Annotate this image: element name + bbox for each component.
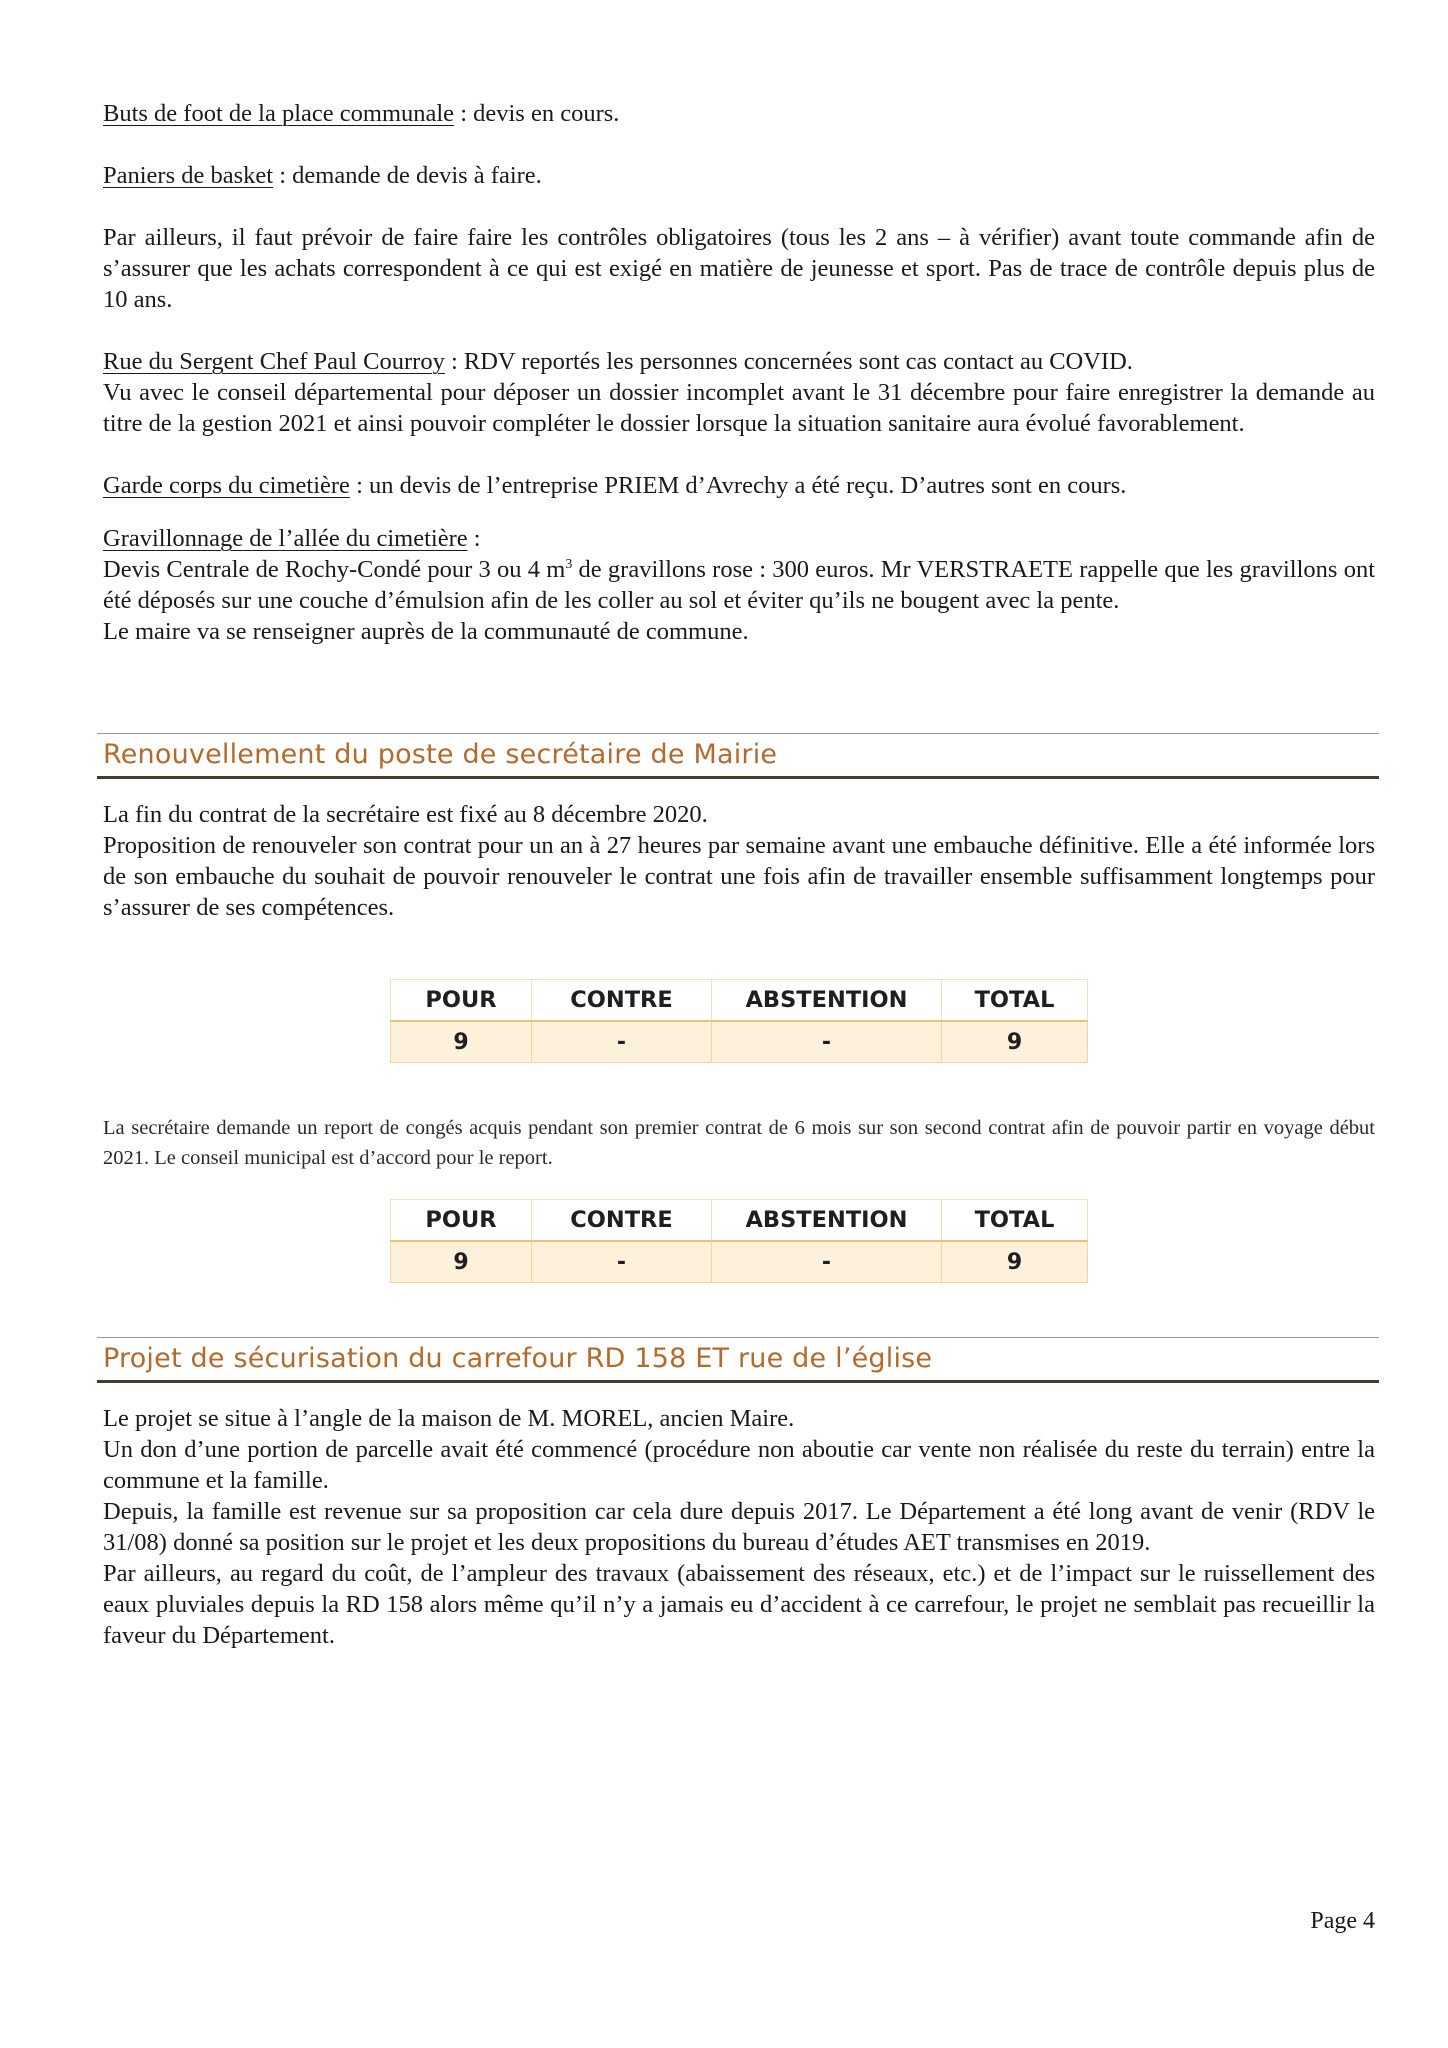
superscript: 3 (565, 556, 573, 572)
header-total: TOTAL (942, 980, 1088, 1022)
item-text: : (467, 525, 481, 552)
paragraph-garde-corps (103, 470, 1375, 501)
value-total: 9 (942, 1241, 1088, 1283)
paragraph-controles: Par ailleurs, il faut prévoir de faire faire les contrôles obligatoires (tous les 2 ans – à vérifier) avant toute commande afin de s’assurer que les achats correspondent à ce qui est exigé en matière de jeunesse et sport. Pas de trace de contrôle depuis plus de 10 ans. (103, 224, 1375, 313)
item-text: : RDV reportés les personnes concernées sont cas contact au COVID. (444, 348, 1133, 375)
item-label: Buts de foot de la place communale (103, 100, 455, 127)
value-abstention: - (712, 1241, 942, 1283)
vote-table-2 (390, 1199, 1088, 1283)
header-abstention: ABSTENTION (712, 1200, 942, 1242)
value-abstention: - (712, 1021, 942, 1063)
header-pour: POUR (391, 980, 532, 1022)
item-label: Paniers de basket (103, 162, 274, 189)
section-title: Projet de sécurisation du carrefour RD 158 ET rue de l’église (103, 1343, 933, 1374)
paragraph-conges: La secrétaire demande un report de congés acquis pendant son premier contrat de 6 mois sur son second contrat afin de pouvoir partir en voyage début 2021. Le conseil municipal est d’accord pour le report. (103, 1117, 1375, 1169)
value-pour: 9 (391, 1021, 532, 1063)
paragraph-depuis: Depuis, la famille est revenue sur sa proposition car cela dure depuis 2017. Le Département a été long avant de venir (RDV le 31/08) donné sa position sur le projet et les deux propositions du bureau d’études AET transmises en 2019. (103, 1498, 1375, 1556)
item-text: de gravillons rose : 300 euros. Mr VERSTRAETE rappelle que les gravillons ont été déposés sur une couche d’émulsion afin de les coller au sol et éviter qu’ils ne bougent avec la pente. (103, 556, 1376, 614)
header-total: TOTAL (942, 1200, 1088, 1242)
header-pour: POUR (391, 1200, 532, 1242)
page-content (103, 98, 1375, 1651)
paragraph-foot (103, 98, 1375, 129)
header-contre: CONTRE (532, 980, 712, 1022)
section-rule-bottom (97, 776, 1379, 779)
item-text: Devis Centrale de Rochy-Condé pour 3 ou 4 m (103, 556, 566, 583)
item-label: Garde corps du cimetière (103, 472, 350, 499)
paragraph-proposition: Proposition de renouveler son contrat pour un an à 27 heures par semaine avant une embauche définitive. Elle a été informée lors de son embauche du souhait de pouvoir renouveler le contrat une fois afin de travailler ensemble suffisamment longtemps pour s’assurer de ses compétences. (103, 832, 1375, 921)
item-label: Gravillonnage de l’allée du cimetière (103, 525, 468, 552)
section-secretaire (103, 733, 1375, 779)
page-number: Page 4 (1310, 1908, 1375, 1934)
paragraph-don: Un don d’une portion de parcelle avait été commencé (procédure non aboutie car vente non réalisée du reste du terrain) entre la commune et la famille. (103, 1436, 1375, 1494)
value-total: 9 (942, 1021, 1088, 1063)
paragraph-projet: Le projet se situe à l’angle de la maison de M. MOREL, ancien Maire. (103, 1405, 795, 1432)
value-contre: - (532, 1241, 712, 1283)
paragraph-basket (103, 160, 1375, 191)
paragraph-rue (103, 346, 1375, 377)
paragraph-gravillonnage-label (103, 523, 1375, 554)
paragraph-rue-cont: Vu avec le conseil départemental pour déposer un dossier incomplet avant le 31 décembre pour faire enregistrer la demande au titre de la gestion 2021 et ainsi pouvoir compléter le dossier lorsque la situation sanitaire aura évolué favorablement. (103, 379, 1375, 437)
paragraph-par-ailleurs: Par ailleurs, au regard du coût, de l’ampleur des travaux (abaissement des réseaux, etc.) et de l’impact sur le ruissellement des eaux pluviales depuis la RD 158 alors même qu’il n’y a jamais eu d’accident à ce carrefour, le projet ne semblait pas recueillir la faveur du Département. (103, 1560, 1375, 1649)
item-text: : demande de devis à faire. (273, 162, 542, 189)
section-rule-bottom (97, 1380, 1379, 1383)
value-pour: 9 (391, 1241, 532, 1283)
paragraph-gravillonnage (103, 554, 1375, 616)
header-contre: CONTRE (532, 1200, 712, 1242)
item-text: : devis en cours. (454, 100, 620, 127)
header-abstention: ABSTENTION (712, 980, 942, 1022)
item-text: : un devis de l’entreprise PRIEM d’Avrechy a été reçu. D’autres sont en cours. (349, 472, 1127, 499)
paragraph-fin-contrat: La fin du contrat de la secrétaire est fixé au 8 décembre 2020. (103, 801, 708, 828)
item-label: Rue du Sergent Chef Paul Courroy (103, 348, 445, 375)
section-title: Renouvellement du poste de secrétaire de Mairie (103, 739, 778, 770)
section-carrefour (103, 1337, 1375, 1383)
value-contre: - (532, 1021, 712, 1063)
paragraph-maire: Le maire va se renseigner auprès de la communauté de commune. (103, 618, 749, 645)
vote-table-1 (390, 979, 1088, 1063)
